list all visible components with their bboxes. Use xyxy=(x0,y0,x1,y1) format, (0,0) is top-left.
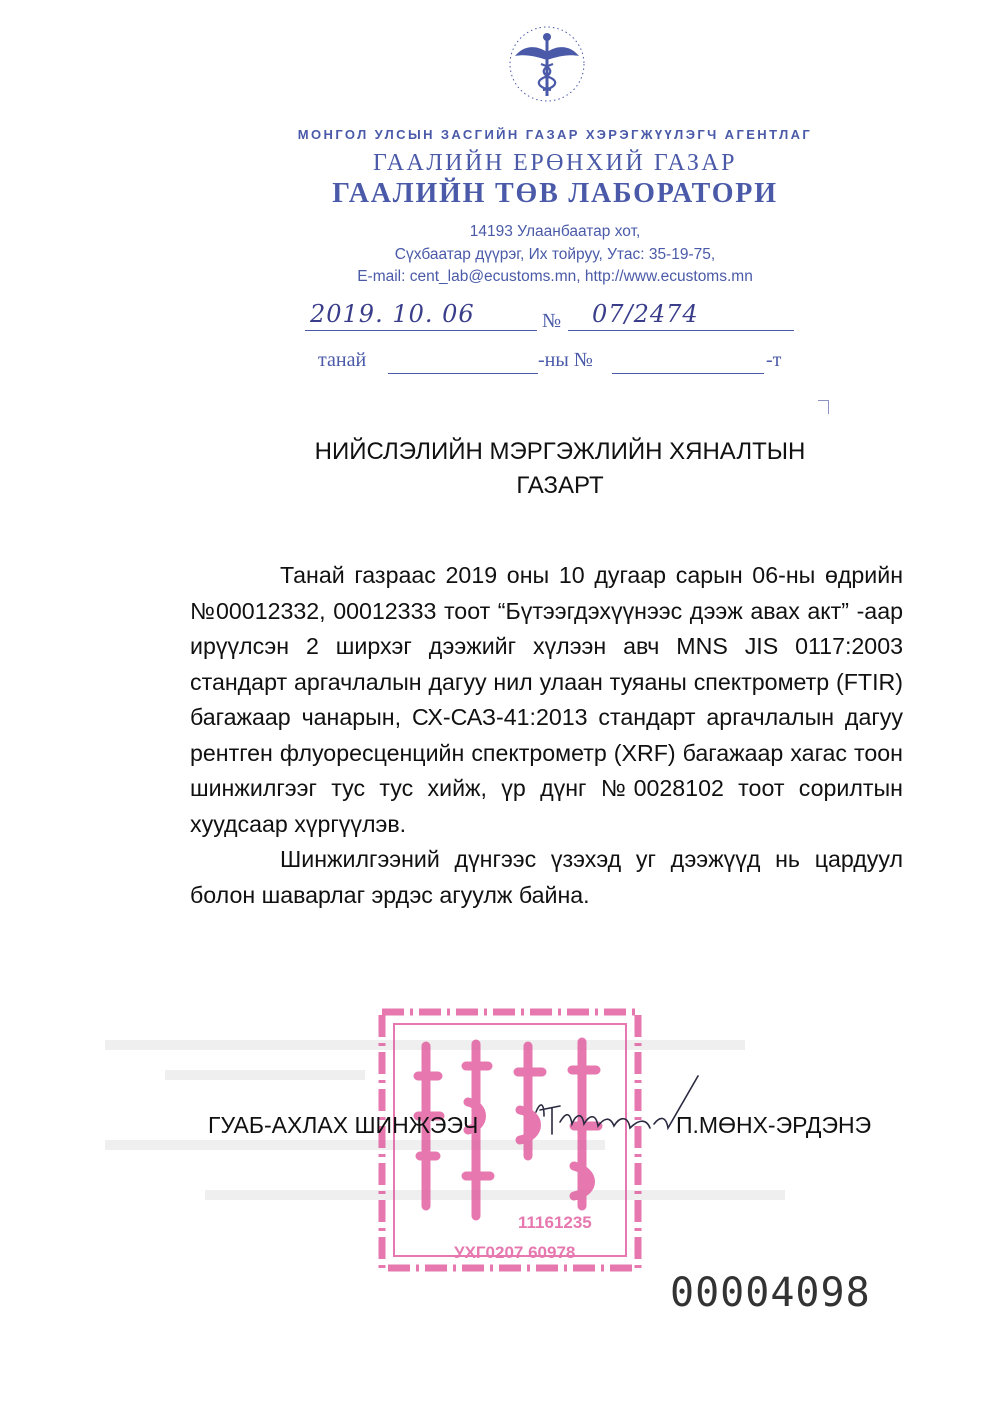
letter-body xyxy=(190,558,903,913)
department-name: ГААЛИЙН ЕРӨНХИЙ ГАЗАР xyxy=(372,150,738,176)
yours-date-underline xyxy=(388,373,538,374)
address-line-1: 14193 Улаанбаатар хот, xyxy=(469,223,641,240)
reference-number: 07/2474 xyxy=(592,300,699,328)
stamp-code-1: 11161235 xyxy=(518,1213,592,1232)
laboratory-name: ГААЛИЙН ТӨВ ЛАБОРАТОРИ xyxy=(332,178,778,209)
date-underline xyxy=(305,330,537,331)
addressee-block xyxy=(250,435,870,503)
addressee-line-2: ГАЗАРТ xyxy=(516,472,604,499)
signatory-name: П.МӨНХ-ЭРДЭНЭ xyxy=(676,1112,872,1138)
reference-date: 2019. 10. 06 xyxy=(310,300,475,328)
body-paragraph-2: Шинжилгээний дүнгээс үзэхэд уг дээжүүд нь цардуул болон шаварлаг эрдэс агуулж байна. xyxy=(190,846,903,908)
addressee-line-1: НИЙСЛЭЛИЙН МЭРГЭЖЛИЙН ХЯНАЛТЫН xyxy=(314,438,806,465)
yours-end-label: -т xyxy=(766,349,782,371)
serial-number: 00004098 xyxy=(670,1270,871,1316)
body-paragraph-1: Танай газраас 2019 оны 10 дугаар сарын 06-ны өдрийн №00012332, 00012333 тоот “Бүтээгдэхүүнээс дээж авах акт” -аар ирүүлсэн 2 ширхэг дээжийг хүлээн авч MNS JIS 0117:2003 стандарт аргачлалын дагуу нил улаан туяаны спектрометр (FTIR) багажаар чанарын, СХ-САЗ-41:2013 стандарт аргачлалын дагуу рентген флуоресценцийн спектрометр (XRF) багажаар хагас тоон шинжилгээг тус тус хийж, үр дүнг №0028102 тоот сорилтын хуудсаар хүргүүлэв. xyxy=(190,562,903,837)
stamp-code-2: УХГ0207 60978 xyxy=(454,1243,576,1262)
yours-number-underline xyxy=(612,373,764,374)
agency-name: МОНГОЛ УЛСЫН ЗАСГИЙН ГАЗАР ХЭРЭГЖҮҮЛЭГЧ АГЕНТЛАГ xyxy=(297,127,813,142)
address-line-3: E-mail: cent_lab@ecustoms.mn, http://www.ecustoms.mn xyxy=(357,268,753,285)
reference-number-label: № xyxy=(542,310,562,332)
caduceus-emblem-icon xyxy=(505,22,589,106)
yours-number-label: -ны № xyxy=(538,349,593,371)
yours-label: танай xyxy=(318,349,367,371)
signatory-title: ГУАБ-АХЛАХ ШИНЖЭЭЧ xyxy=(208,1112,479,1138)
number-underline xyxy=(568,330,794,331)
address-corner-mark xyxy=(818,400,829,414)
address-line-2: Сүхбаатар дүүрэг, Их тойруу, Утас: 35-19-75, xyxy=(394,246,716,263)
